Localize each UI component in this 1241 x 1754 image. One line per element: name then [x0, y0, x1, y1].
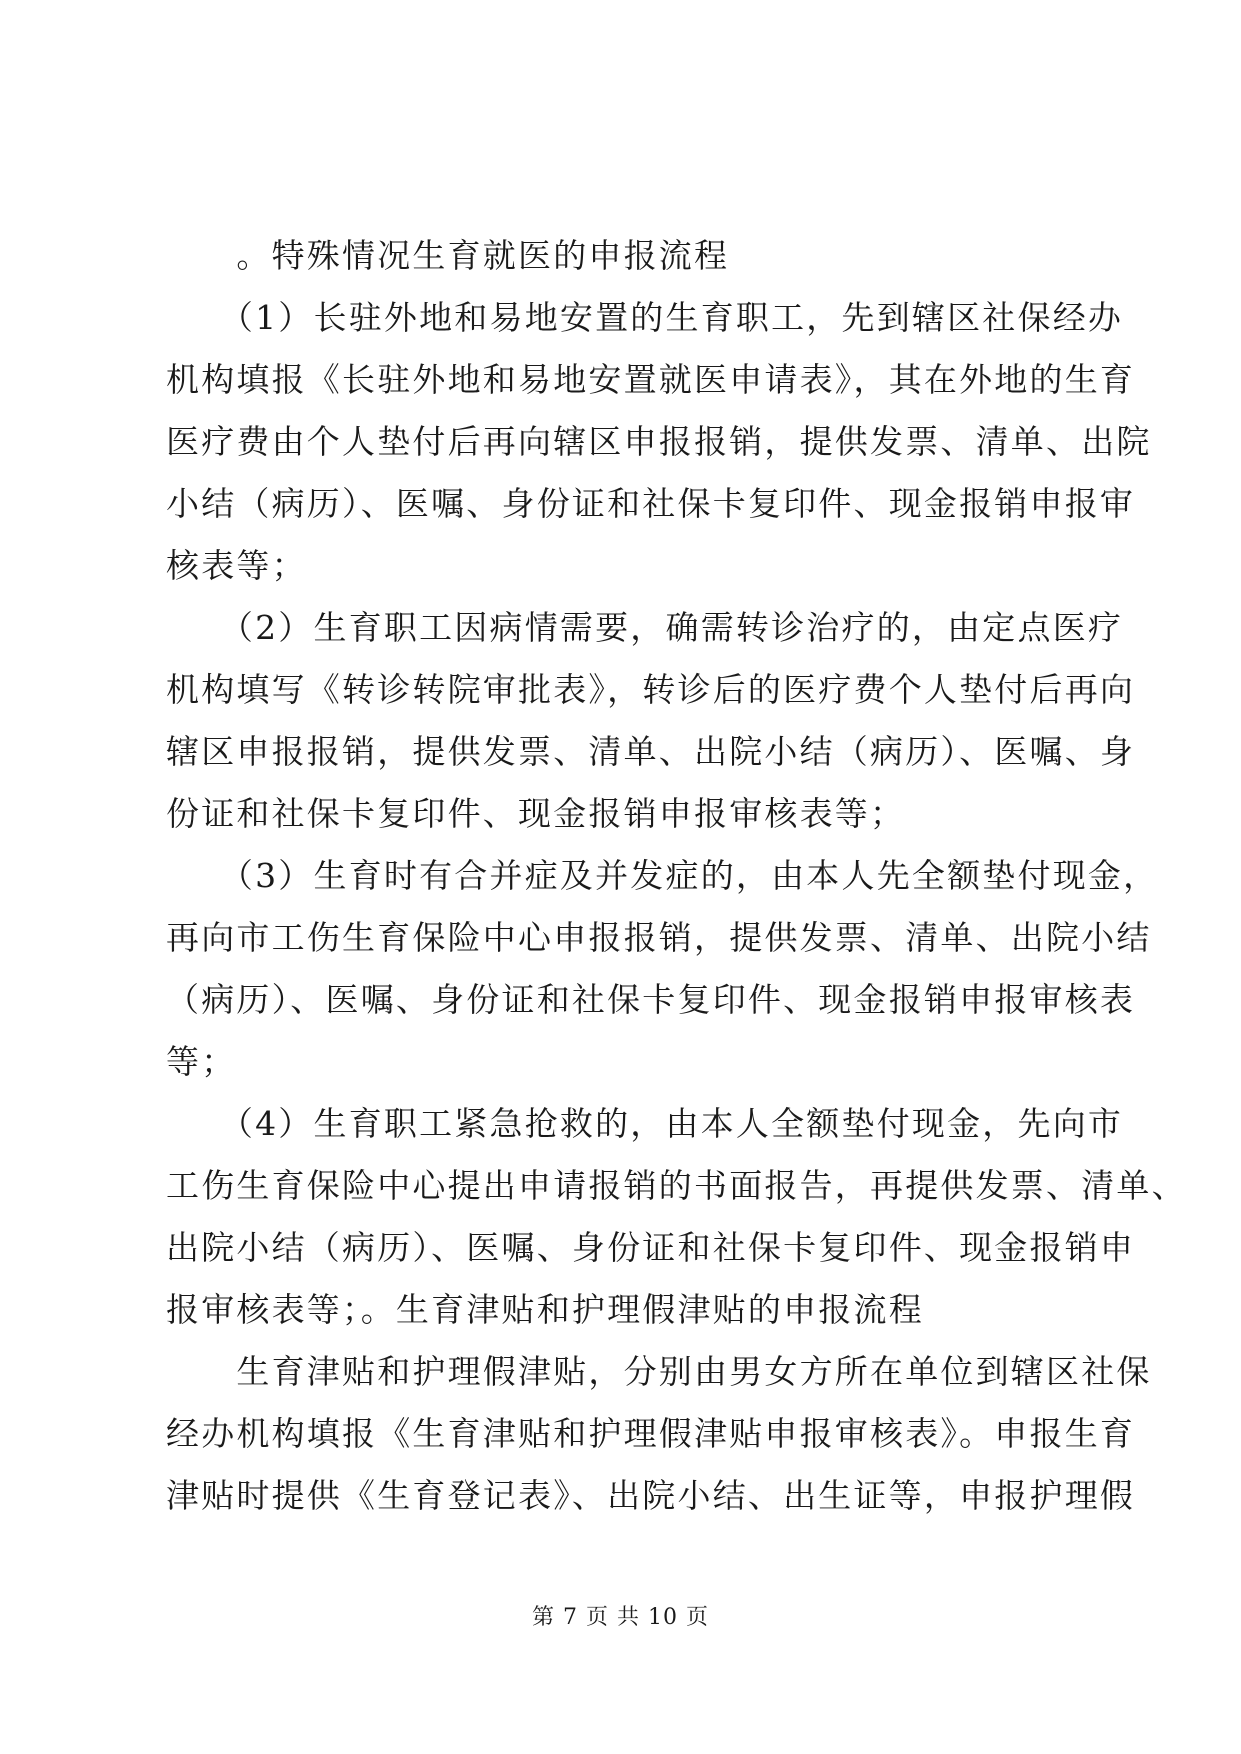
body-text-line: 辖区申报报销，提供发票、清单、出院小结（病历）、医嘱、身 [166, 732, 1136, 771]
body-text-line: （3）生育时有合并症及并发症的，由本人先全额垫付现金， [166, 856, 1159, 895]
body-text-line: 医疗费由个人垫付后再向辖区申报报销，提供发票、清单、出院 [166, 422, 1152, 461]
body-text-line: 出院小结（病历）、医嘱、身份证和社保卡复印件、现金报销申 [166, 1228, 1136, 1267]
body-text-line: （2）生育职工因病情需要，确需转诊治疗的，由定点医疗 [166, 608, 1124, 647]
body-text-line: 津贴时提供《生育登记表》、出院小结、出生证等，申报护理假 [166, 1476, 1136, 1515]
body-text-line: （4）生育职工紧急抢救的，由本人全额垫付现金，先向市 [166, 1104, 1124, 1143]
body-text-line: 机构填写《转诊转院审批表》，转诊后的医疗费个人垫付后再向 [166, 670, 1136, 709]
body-text-line: 再向市工伤生育保险中心申报报销，提供发票、清单、出院小结 [166, 918, 1152, 957]
page-number-footer: 第 7 页 共 10 页 [532, 1605, 709, 1630]
body-text-line: 等； [166, 1042, 237, 1081]
body-text-line: 核表等； [166, 546, 307, 585]
body-text-line: 份证和社保卡复印件、现金报销申报审核表等； [166, 794, 906, 833]
body-text-line: 工伤生育保险中心提出申请报销的书面报告，再提供发票、清单、 [166, 1166, 1187, 1205]
body-text-line: 小结（病历）、医嘱、身份证和社保卡复印件、现金报销申报审 [166, 484, 1136, 523]
body-text-line: （病历）、医嘱、身份证和社保卡复印件、现金报销申报审核表 [166, 980, 1136, 1019]
body-text-line: 机构填报《长驻外地和易地安置就医申请表》，其在外地的生育 [166, 360, 1136, 399]
section-heading-special-cases: 。特殊情况生育就医的申报流程 [166, 236, 730, 275]
body-text-line: 报审核表等；。生育津贴和护理假津贴的申报流程 [166, 1290, 924, 1329]
body-text-line: 经办机构填报《生育津贴和护理假津贴申报审核表》。申报生育 [166, 1414, 1136, 1453]
body-text-line: 生育津贴和护理假津贴，分别由男女方所在单位到辖区社保 [166, 1352, 1152, 1391]
body-text-line: （1）长驻外地和易地安置的生育职工，先到辖区社保经办 [166, 298, 1124, 337]
